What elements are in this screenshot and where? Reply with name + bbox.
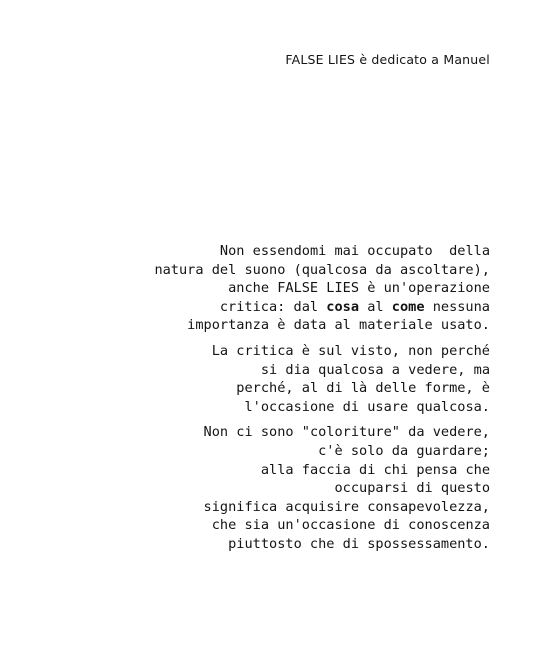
paragraph-2-line-2: si dia qualcosa a vedere, ma xyxy=(260,361,490,378)
paragraph-3-line-5: significa acquisire consapevolezza, xyxy=(203,498,490,515)
paragraph-3-line-4: occuparsi di questo xyxy=(334,480,490,497)
paragraph-3-line-1: Non ci sono "coloriture" da vedere, xyxy=(203,424,490,441)
line-4-text-middle: al xyxy=(359,298,392,315)
line-4-text-start: critica: dal xyxy=(219,298,327,315)
paragraph-2-line-3: perché, al di là delle forme, è xyxy=(236,380,490,397)
statement-text xyxy=(30,242,490,554)
paragraph-3-line-2: c'è solo da guardare; xyxy=(318,442,490,459)
paragraph-2-line-1: La critica è sul visto, non perché xyxy=(211,342,490,359)
dedication-line: FALSE LIES è dedicato a Manuel xyxy=(285,52,490,67)
paragraph-1-line-5: importanza è data al materiale usato. xyxy=(187,317,490,334)
paragraph-1-line-2: natura del suono (qualcosa da ascoltare), xyxy=(154,261,490,278)
paragraph-2 xyxy=(30,342,490,416)
paragraph-3 xyxy=(30,423,490,553)
bold-word-cosa: cosa xyxy=(326,298,360,315)
paragraph-2-line-4: l'occasione di usare qualcosa. xyxy=(244,398,490,415)
paragraph-1 xyxy=(30,242,490,335)
paragraph-1-line-1: Non essendomi mai occupato della xyxy=(219,243,490,259)
paragraph-3-line-6: che sia un'occasione di conoscenza xyxy=(211,517,490,534)
paragraph-3-line-7: piuttosto che di spossessamento. xyxy=(228,535,490,552)
line-4-text-end: nessuna xyxy=(424,298,490,315)
paragraph-1-line-3: anche FALSE LIES è un'operazione xyxy=(228,280,490,297)
paragraph-3-line-3: alla faccia di chi pensa che xyxy=(260,461,490,478)
bold-word-come: come xyxy=(391,298,425,315)
paragraph-1-line-4 xyxy=(30,298,490,317)
